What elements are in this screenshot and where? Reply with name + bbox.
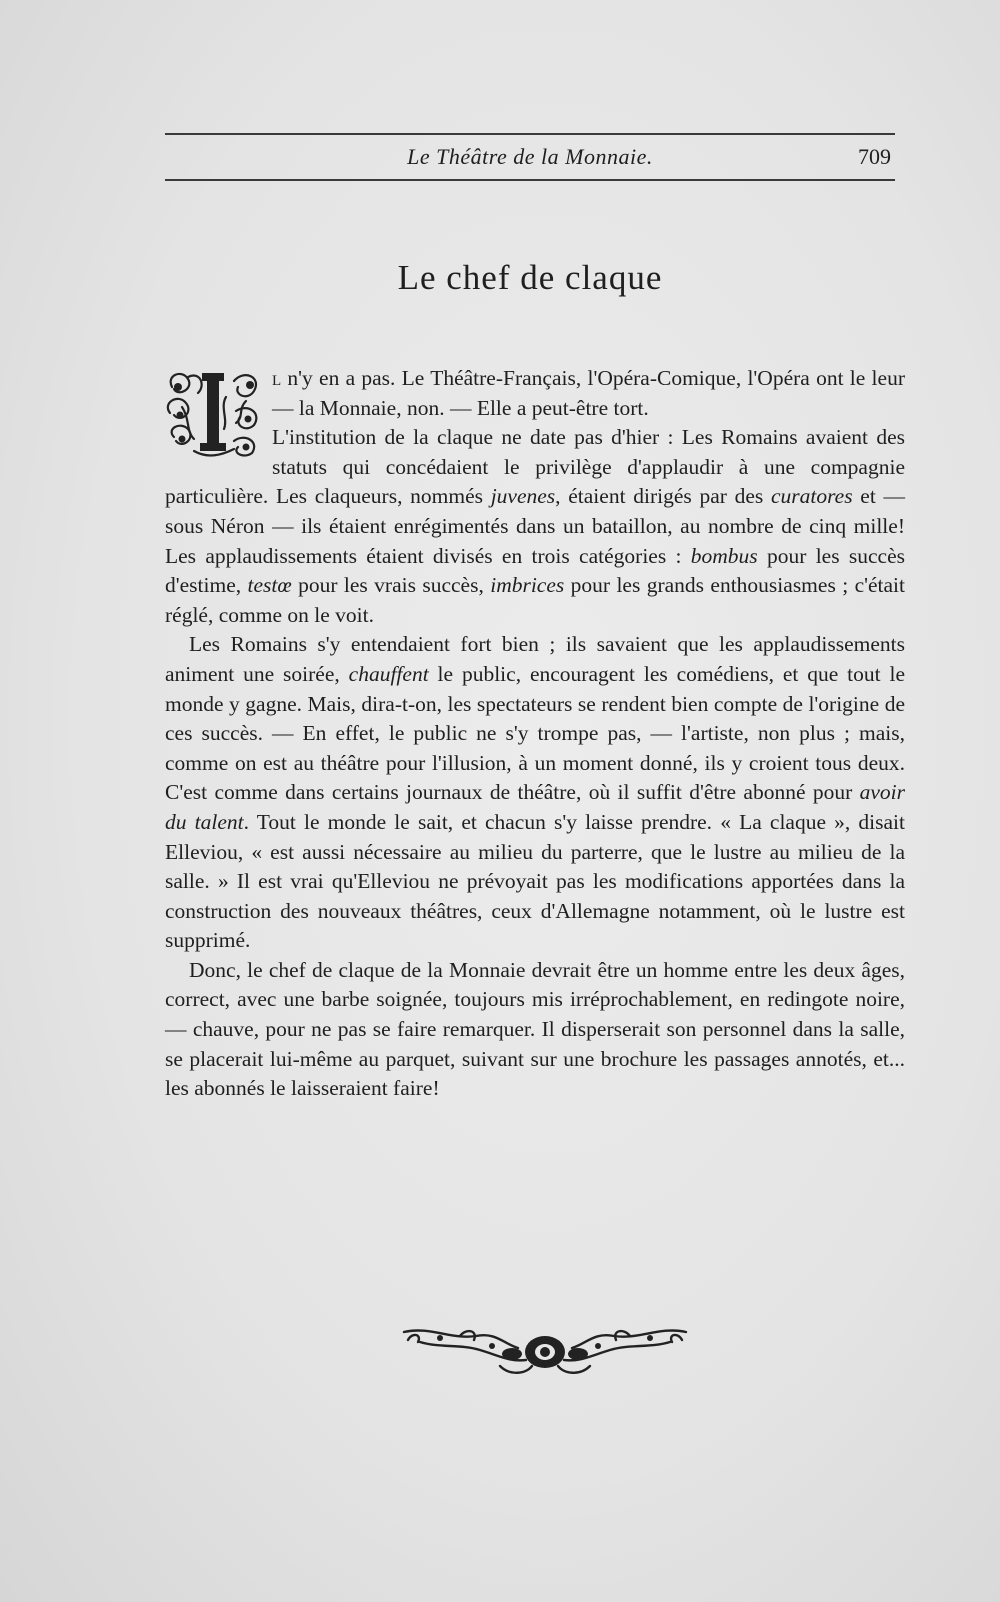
running-head [165,133,895,181]
latin-term-curatores: curatores [770,484,853,509]
latin-term-imbrices: imbrices [490,573,565,598]
italic-chauffent: chauffent [348,661,429,686]
page-number: 709 [858,144,891,169]
paragraph-3-text-a: Les Romains s'y entendaient fort bien ; ils savaient que les applaudissements animent une soirée, [165,632,905,686]
paragraph-4: Donc, le chef de claque de la Monnaie devrait être un homme entre les deux âges, correct, avec une barbe soignée, toujours mis irréprochablement, en redingote noire, — chauve, pour ne pas se faire remarquer. Il disperserait son personnel dans la salle, se placerait lui-même au parquet, suivant sur une brochure les passages annotés, et... les abonnés le laisseraient faire! [165,957,905,1101]
ornamental-initial-icon [164,367,264,459]
chapter-title: Le chef de claque [397,258,663,297]
italic-avoir-du-talent: avoir du talent [165,780,905,834]
latin-term-juvenes: juvenes [490,484,556,509]
paragraph-2-text-e: pour les vrais succès, [291,573,491,598]
paragraph-1-text: n'y en a pas. Le Théâtre-Français, l'Opéra-Comique, l'Opéra ont le leur — la Monnaie, non. — Elle a peut-être tort. [272,366,905,420]
paragraph-2 [165,423,905,630]
tailpiece-ornament-icon [400,1322,690,1380]
paragraph-3-text-b: le public, encouragent les comédiens, et que tout le monde y gagne. Mais, dira-t-on, les spectateurs se rendent bien compte de l'origine de ces succès. — En effet, le public ne s'y trompe pas, — l'artiste, non plus ; mais, comme on est au théâtre pour l'illusion, à un moment donné, ils y croient tous deux. C'est comme dans certains journaux de théâtre, où il suffit d'être abonné pour [165,661,905,805]
paragraph-2-text-d: pour les succès d'estime, [165,543,905,598]
body-text [165,364,905,1104]
paragraph-2-text-f: pour les grands enthousiasmes ; c'était réglé, comme on le voit. [165,573,905,627]
paragraph-1 [165,364,905,423]
latin-term-bombus: bombus [690,543,758,568]
paragraph-3 [165,630,905,956]
paragraph-2-text-c: et — sous Néron — ils étaient enrégimentés dans un bataillon, au nombre de cinq mille! Les applaudissements étaient divisés en trois catégories : [165,484,905,568]
running-title: Le Théâtre de la Monnaie. [407,144,653,169]
latin-term-testae: testœ [247,573,292,598]
paragraph-2-text-a: L'institution de la claque ne date pas d'hier : Les Romains avaient des statuts qui concédaient le privilège d'applaudir à une compagnie particulière. Les claqueurs, nommés [165,425,905,509]
paragraph-3-text-c: . Tout le monde le sait, et chacun s'y laisse prendre. « La claque », disait Elleviou, « est aussi nécessaire au milieu du parterre, que le lustre au milieu de la salle. » Il est vrai qu'Elleviou ne prévoyait pas les modifications apportées dans la construction des nouveaux théâtres, ceux d'Allemagne notamment, où le lustre est supprimé. [165,809,905,953]
paragraph-2-text-b: , étaient dirigés par des [555,484,771,509]
first-word-smallcap: l [272,366,282,390]
